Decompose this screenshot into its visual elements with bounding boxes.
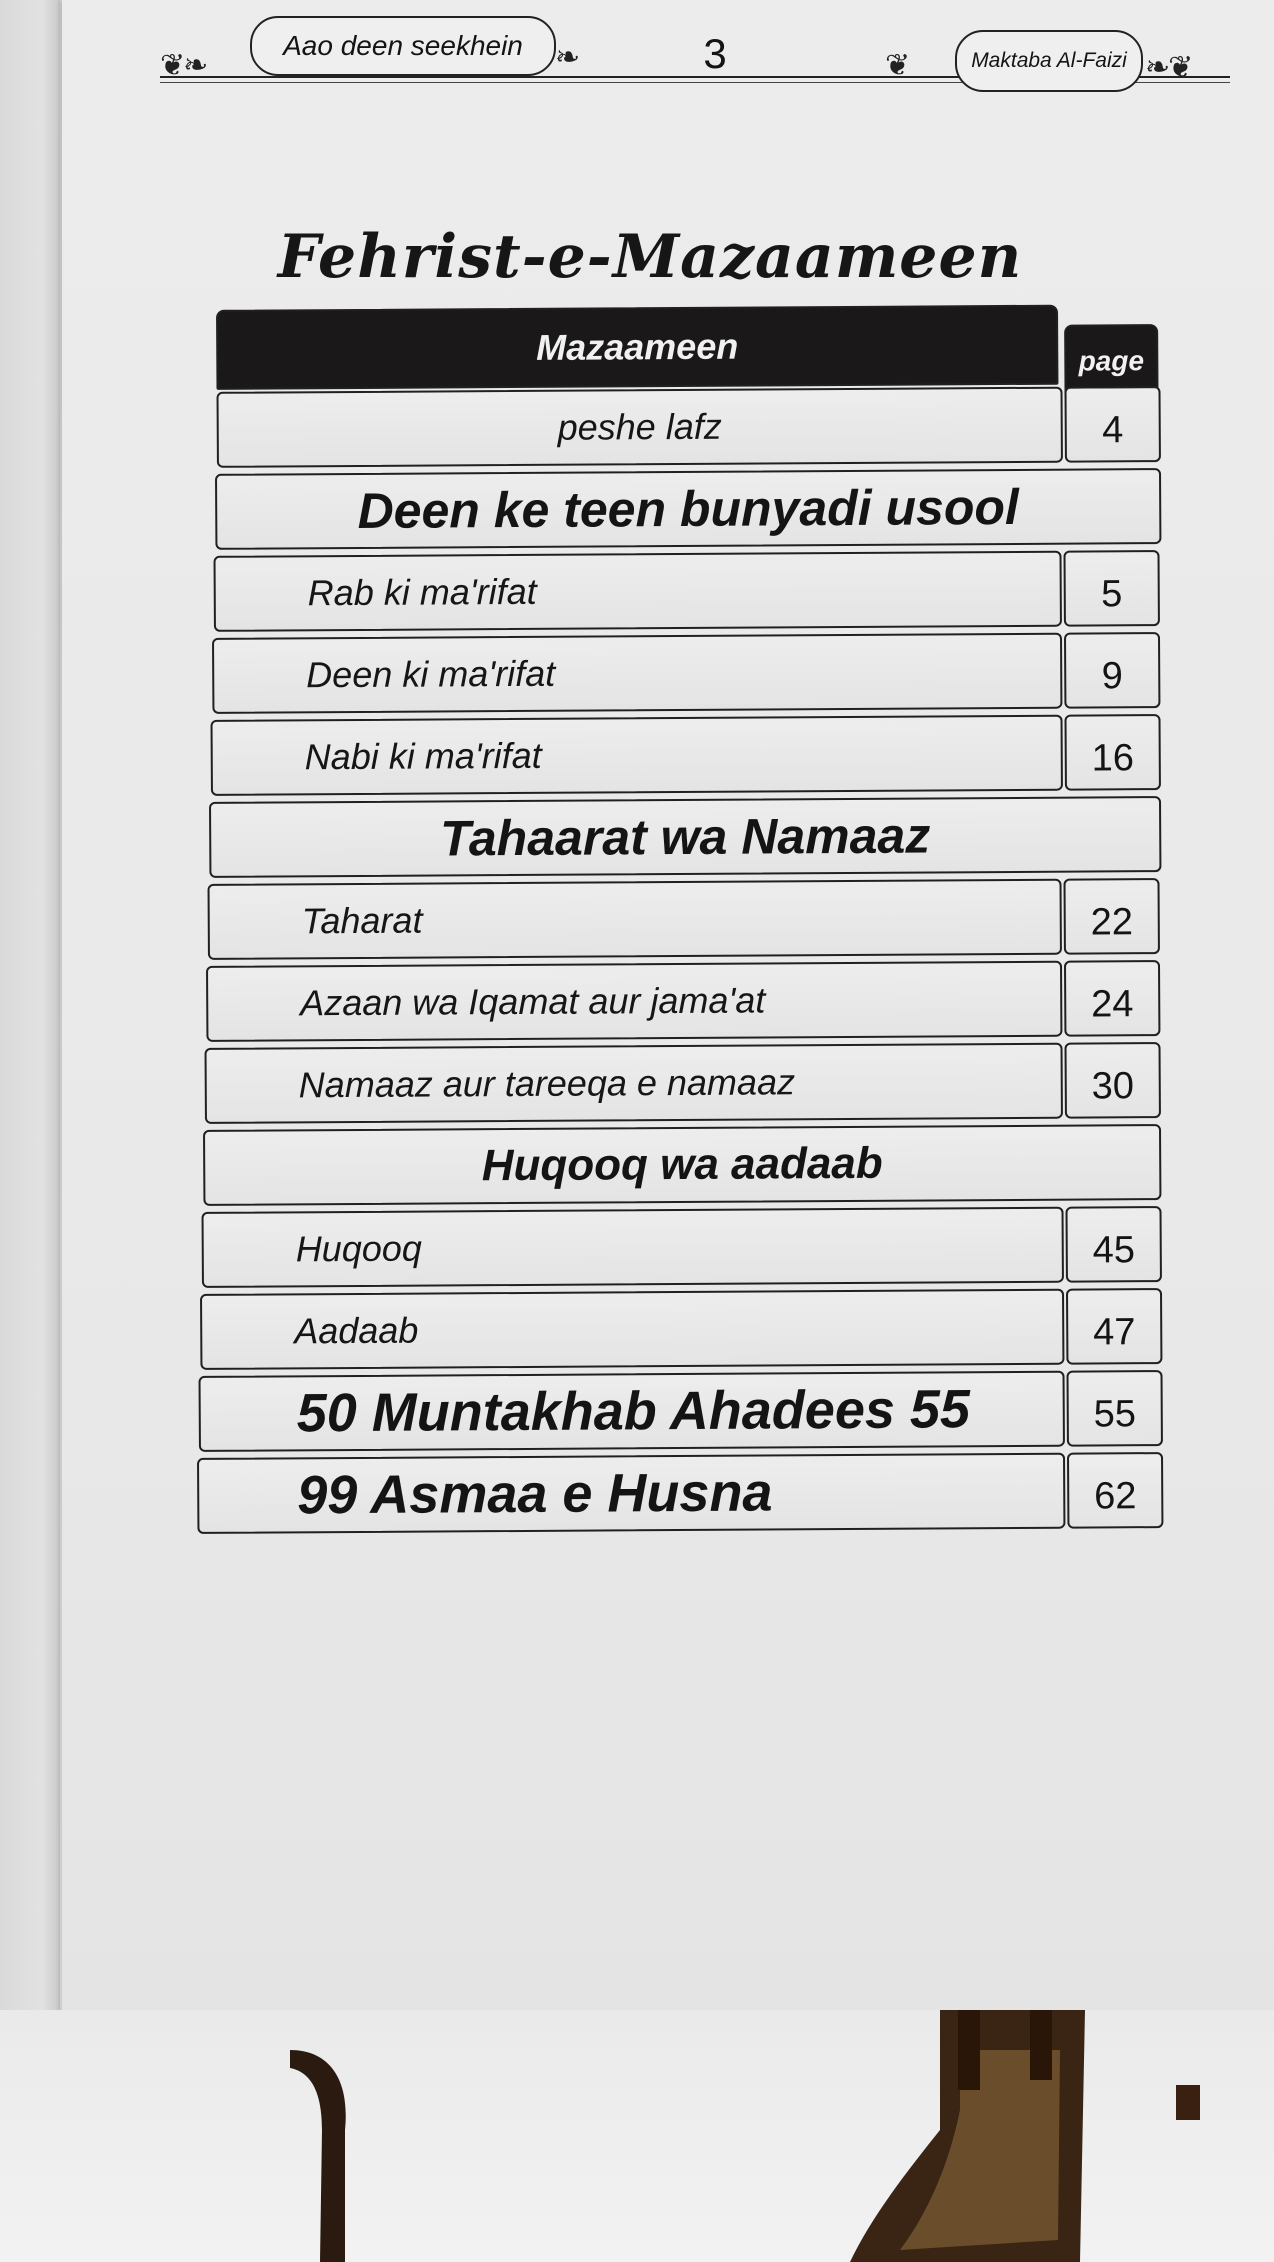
section-heading: Tahaarat wa Namaaz [209, 796, 1161, 878]
page-cell: 62 [1067, 1452, 1163, 1529]
toc-entry: peshe lafz [217, 387, 1063, 468]
toc-entry: Namaaz aur tareeqa e namaaz [205, 1043, 1063, 1124]
page-cell: 4 [1064, 386, 1160, 463]
section-heading: Deen ke teen bunyadi usool [215, 468, 1161, 550]
page-title: Fehrist-e-Mazaameen [277, 222, 1023, 292]
column-header-page: page [1064, 324, 1158, 399]
page-cell: 24 [1064, 960, 1160, 1037]
page-cell: 30 [1064, 1042, 1160, 1119]
center-right-flourish-icon: ❦ [885, 48, 909, 83]
page-cell: 9 [1064, 632, 1160, 709]
page-cell: 16 [1064, 714, 1160, 791]
right-flourish-icon: ❧❦ [1145, 50, 1192, 85]
page-cell: 5 [1063, 550, 1159, 627]
page-number: 3 [703, 30, 727, 77]
toc-entry: Azaan wa Iqamat aur jama'at [206, 961, 1062, 1042]
contents-table [188, 304, 1168, 1560]
section-heading: Huqooq wa aadaab [203, 1124, 1161, 1206]
page-cell: 55 [1066, 1370, 1162, 1447]
toc-entry: Huqooq [202, 1207, 1064, 1288]
page-cell: 22 [1063, 878, 1159, 955]
page-cell: 47 [1066, 1288, 1162, 1365]
left-flourish-icon: ❦❧ [160, 48, 207, 83]
column-header-topic: Mazaameen [216, 305, 1058, 390]
toc-entry: 99 Asmaa e Husna [197, 1453, 1065, 1534]
toc-entry: Taharat [208, 879, 1062, 960]
cover-pattern-image [0, 2010, 1274, 2262]
toc-entry: Deen ki ma'rifat [212, 633, 1062, 714]
header-publisher: Maktaba Al-Faizi [955, 30, 1143, 92]
toc-entry: Aadaab [200, 1289, 1064, 1370]
toc-entry: Rab ki ma'rifat [214, 551, 1062, 632]
page-cell: 45 [1065, 1206, 1161, 1283]
facing-page-edge [0, 0, 60, 2010]
toc-entry: 50 Muntakhab Ahadees 55 [199, 1371, 1065, 1452]
background-surface [0, 2010, 1274, 2262]
toc-entry: Nabi ki ma'rifat [211, 715, 1063, 796]
center-left-flourish-icon: ❧ [555, 40, 579, 75]
header-book-title: Aao deen seekhein [250, 16, 556, 76]
